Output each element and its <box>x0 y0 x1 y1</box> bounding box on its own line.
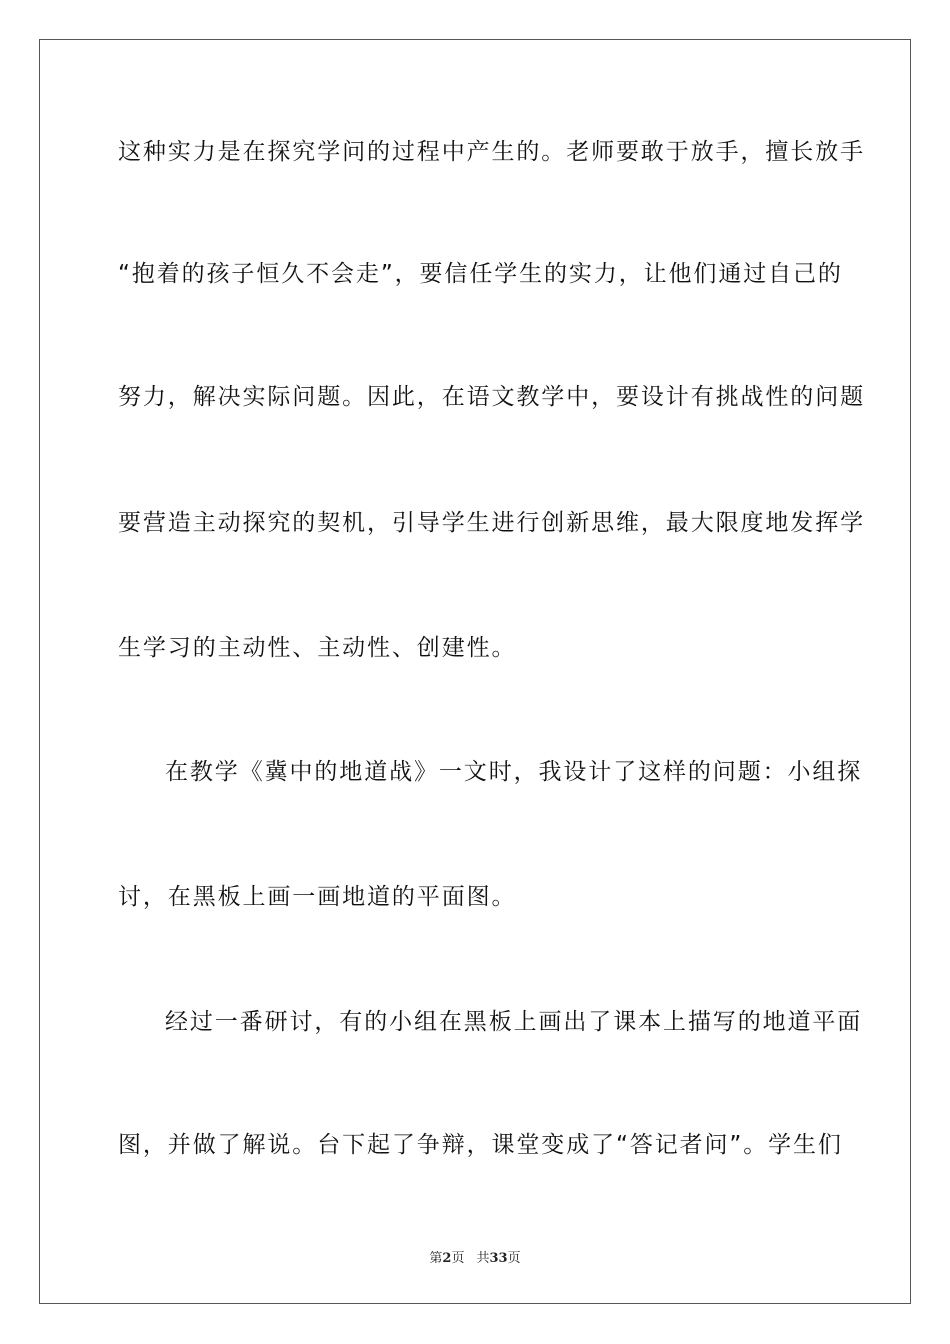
current-page-number: 2 <box>442 1251 452 1266</box>
paragraph-line-5: 生学习的主动性、主动性、创建性。 <box>118 635 517 661</box>
page-footer <box>0 1247 950 1266</box>
page-border <box>39 39 911 1304</box>
paragraph-line-4: 要营造主动探究的契机，引导学生进行创新思维，最大限度地发挥学 <box>118 510 865 536</box>
paragraph-line-1: 这种实力是在探究学问的过程中产生的。老师要敢于放手，擅长放手 <box>118 139 865 165</box>
paragraph-line-7: 讨，在黑板上画一画地道的平面图。 <box>118 884 517 910</box>
paragraph-line-3: 努力，解决实际问题。因此，在语文教学中，要设计有挑战性的问题 <box>118 384 865 410</box>
paragraph-line-2: “抱着的孩子恒久不会走”，要信任学生的实力，让他们通过自己的 <box>118 261 843 287</box>
page-prefix: 第 <box>429 1251 443 1266</box>
page-suffix: 页 <box>451 1251 465 1266</box>
total-suffix: 页 <box>507 1251 521 1266</box>
total-prefix: 共 <box>476 1251 490 1266</box>
paragraph-line-6: 在教学《冀中的地道战》一文时，我设计了这样的问题：小组探 <box>165 759 863 785</box>
paragraph-line-8: 经过一番研讨，有的小组在黑板上画出了课本上描写的地道平面 <box>165 1009 863 1035</box>
total-page-number: 33 <box>489 1251 508 1266</box>
paragraph-line-9: 图，并做了解说。台下起了争辩，课堂变成了“答记者问”。学生们 <box>118 1132 843 1158</box>
